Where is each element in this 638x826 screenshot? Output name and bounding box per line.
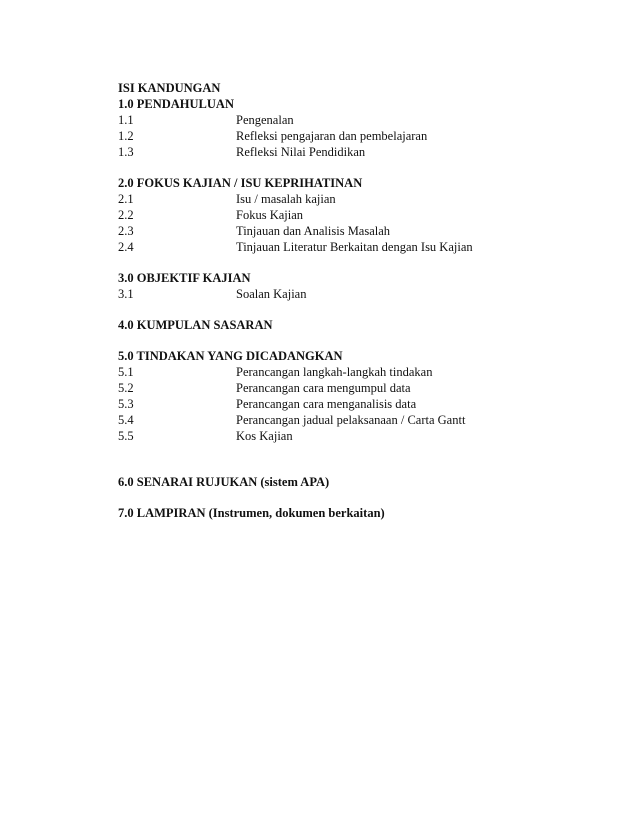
toc-item-text: Perancangan langkah-langkah tindakan xyxy=(236,365,433,379)
section-heading-7: 7.0 LAMPIRAN (Instrumen, dokumen berkaitan) xyxy=(118,506,385,520)
section-heading-5: 5.0 TINDAKAN YANG DICADANGKAN xyxy=(118,349,343,363)
toc-item xyxy=(118,128,588,144)
section-heading-6: 6.0 SENARAI RUJUKAN (sistem APA) xyxy=(118,475,330,489)
toc-item-text: Fokus Kajian xyxy=(236,208,304,222)
section-heading-2: 2.0 FOKUS KAJIAN / ISU KEPRIHATINAN xyxy=(118,176,363,190)
toc-item-number: 5.1 xyxy=(118,365,134,379)
section-heading-4: 4.0 KUMPULAN SASARAN xyxy=(118,318,273,332)
toc-item-number: 2.2 xyxy=(118,208,134,222)
toc-item-number: 2.4 xyxy=(118,240,134,254)
toc-item xyxy=(118,191,588,207)
toc-item xyxy=(118,364,588,380)
section-gap xyxy=(118,444,588,474)
toc-item xyxy=(118,396,588,412)
toc-item xyxy=(118,207,588,223)
section-gap xyxy=(118,160,588,175)
toc-item-number: 2.3 xyxy=(118,224,134,238)
toc-item-text: Perancangan jadual pelaksanaan / Carta Gantt xyxy=(236,413,466,427)
toc-item xyxy=(118,428,588,444)
toc-item xyxy=(118,223,588,239)
toc-item xyxy=(118,380,588,396)
toc-item-number: 5.4 xyxy=(118,413,134,427)
section-heading-1: 1.0 PENDAHULUAN xyxy=(118,97,234,111)
toc-item-text: Refleksi Nilai Pendidikan xyxy=(236,145,366,159)
toc-item-number: 2.1 xyxy=(118,192,134,206)
table-of-contents xyxy=(118,80,588,521)
toc-item-number: 5.2 xyxy=(118,381,134,395)
toc-item-text: Isu / masalah kajian xyxy=(236,192,336,206)
toc-item-text: Soalan Kajian xyxy=(236,287,307,301)
toc-item-number: 3.1 xyxy=(118,287,134,301)
toc-item xyxy=(118,286,588,302)
toc-item-text: Refleksi pengajaran dan pembelajaran xyxy=(236,129,428,143)
toc-item-text: Tinjauan Literatur Berkaitan dengan Isu Kajian xyxy=(236,240,473,254)
toc-item-text: Perancangan cara menganalisis data xyxy=(236,397,417,411)
toc-item xyxy=(118,412,588,428)
section-heading-3: 3.0 OBJEKTIF KAJIAN xyxy=(118,271,251,285)
document-title: ISI KANDUNGAN xyxy=(118,81,221,95)
toc-item-text: Tinjauan dan Analisis Masalah xyxy=(236,224,391,238)
section-gap xyxy=(118,490,588,505)
toc-item-number: 1.3 xyxy=(118,145,134,159)
section-gap xyxy=(118,333,588,348)
toc-item-number: 5.5 xyxy=(118,429,134,443)
toc-item-text: Kos Kajian xyxy=(236,429,293,443)
toc-item-text: Pengenalan xyxy=(236,113,294,127)
toc-item-number: 1.2 xyxy=(118,129,134,143)
toc-item-text: Perancangan cara mengumpul data xyxy=(236,381,411,395)
toc-item xyxy=(118,239,588,255)
section-gap xyxy=(118,302,588,317)
toc-item-number: 1.1 xyxy=(118,113,134,127)
toc-item xyxy=(118,112,588,128)
toc-item-number: 5.3 xyxy=(118,397,134,411)
toc-item xyxy=(118,144,588,160)
section-gap xyxy=(118,255,588,270)
